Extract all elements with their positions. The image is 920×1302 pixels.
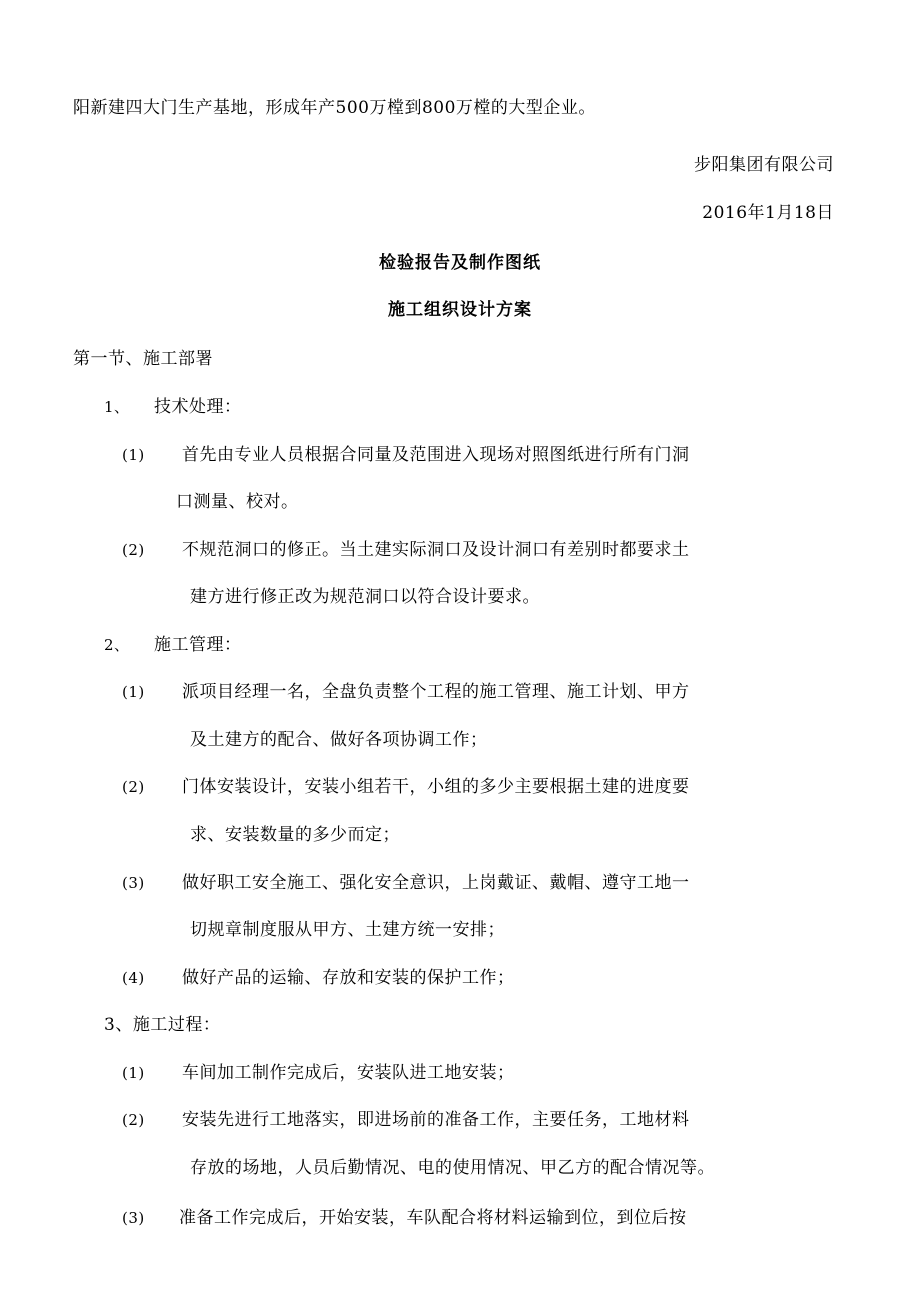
item-text: 门体安装设计，安装小组若干，小组的多少主要根据土建的进度要: [182, 777, 690, 797]
list-item: [122, 871, 690, 895]
document-title: 检验报告及制作图纸: [379, 253, 541, 273]
item-text: 安装先进行工地落实，即进场前的准备工作，主要任务，工地材料: [182, 1110, 690, 1130]
list-item: [122, 680, 690, 704]
list-item: [122, 775, 690, 799]
list-item: [122, 1061, 515, 1085]
company-signature: 步阳集团有限公司: [694, 155, 834, 175]
list-item: [122, 443, 690, 467]
item-text: 派项目经理一名，全盘负责整个工程的施工管理、施工计划、甲方: [182, 682, 690, 702]
document-subtitle: 施工组织设计方案: [388, 300, 532, 320]
subsection-number: 1、: [104, 398, 130, 416]
list-item: [122, 538, 690, 562]
item-number: (1): [122, 683, 145, 701]
subsection-heading-1: [104, 395, 242, 419]
item-text: 准备工作完成后，开始安装，车队配合将材料运输到位，到位后按: [179, 1208, 687, 1228]
item-text: 首先由专业人员根据合同量及范围进入现场对照图纸进行所有门洞: [182, 445, 690, 465]
item-text-continued: 求、安装数量的多少而定；: [190, 825, 400, 845]
item-text-continued: 切规章制度服从甲方、土建方统一安排；: [190, 920, 505, 940]
item-text: 做好职工安全施工、强化安全意识，上岗戴证、戴帽、遵守工地一: [182, 873, 690, 893]
item-text-continued: 建方进行修正改为规范洞口以符合设计要求。: [190, 587, 540, 607]
subsection-heading-2: [104, 633, 242, 657]
subsection-title: 施工管理：: [154, 635, 242, 655]
item-text-continued: 存放的场地，人员后勤情况、电的使用情况、甲乙方的配合情况等。: [190, 1158, 715, 1178]
item-number: (2): [122, 778, 145, 796]
section-heading: 第一节、施工部署: [73, 349, 213, 369]
item-text: 做好产品的运输、存放和安装的保护工作；: [182, 968, 515, 988]
item-number: (4): [122, 969, 145, 987]
item-text-continued: 口测量、校对。: [176, 492, 299, 512]
subsection-number: 2、: [104, 636, 130, 654]
list-item: [122, 966, 515, 990]
item-text: 车间加工制作完成后，安装队进工地安装；: [182, 1063, 515, 1083]
subsection-heading-3: 3、施工过程：: [104, 1015, 221, 1035]
item-number: (1): [122, 446, 145, 464]
list-item: [122, 1108, 690, 1132]
item-text: 不规范洞口的修正。当土建实际洞口及设计洞口有差别时都要求土: [182, 540, 690, 560]
item-number: (1): [122, 1064, 145, 1082]
list-item: [122, 1206, 687, 1230]
item-number: (3): [122, 874, 145, 892]
item-number: (3): [122, 1209, 145, 1227]
signature-date: 2016年1月18日: [702, 203, 834, 223]
item-text-continued: 及土建方的配合、做好各项协调工作；: [190, 730, 488, 750]
item-number: (2): [122, 1111, 145, 1129]
subsection-title: 技术处理：: [154, 397, 242, 417]
intro-paragraph-tail: 阳新建四大门生产基地，形成年产500万樘到800万樘的大型企业。: [73, 98, 596, 118]
item-number: (2): [122, 541, 145, 559]
